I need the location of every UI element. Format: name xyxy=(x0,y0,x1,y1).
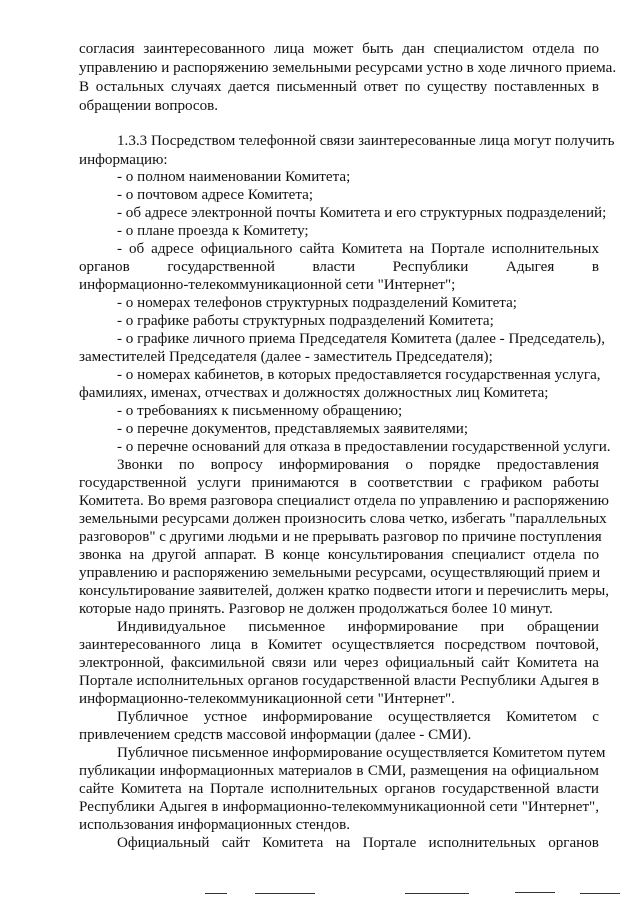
list-item: - о полном наименовании Комитета; xyxy=(117,169,351,185)
word: Республики xyxy=(392,259,469,275)
text-line: информационно-телекоммуникационной сети "Интернет"; xyxy=(79,277,456,293)
word: о xyxy=(405,457,413,473)
text-line: сайте Комитета на Портале исполнительных органов государственной власти xyxy=(79,781,599,797)
text-line: информацию: xyxy=(79,152,168,168)
word: Комитета xyxy=(262,835,324,851)
list-item: - о плане проезда к Комитету; xyxy=(117,223,309,239)
list-item: - об адресе официального сайта Комитета на Портале исполнительных xyxy=(117,241,599,257)
text-line: использования информационных стендов. xyxy=(79,817,351,833)
list-item: - о требованиях к письменному обращению; xyxy=(117,403,403,419)
spread-line xyxy=(117,834,599,852)
text-line: которые надо принять. Разговор не должен продолжаться более 10 минут. xyxy=(79,601,553,617)
word: сайт xyxy=(221,835,251,851)
text-line: консультирование заявителей, должен кратко подвести итоги и перечислить меры, xyxy=(79,583,610,599)
word: Официальный xyxy=(117,835,210,851)
text-line: заместителей Председателя (далее - заместитель Председателя); xyxy=(79,349,493,365)
word: информирования xyxy=(278,457,390,473)
text-line: Публичное письменное информирование осуществляется Комитетом путем xyxy=(117,745,606,761)
text-line: государственной услуги принимаются в соответствии с графиком работы xyxy=(79,475,599,491)
word: Комитетом xyxy=(506,709,577,725)
word: органов xyxy=(79,259,130,275)
text-line: звонка на другой аппарат. В конце консультирования специалист отдела по xyxy=(79,547,599,563)
spread-line xyxy=(117,456,599,474)
spread-line xyxy=(117,618,599,636)
spread-line xyxy=(79,258,599,276)
word: Звонки xyxy=(117,457,163,473)
scan-artifact xyxy=(405,893,469,894)
text-line: заинтересованного лица в Комитет осуществляется посредством почтовой, xyxy=(79,637,599,653)
list-item: - о почтовом адресе Комитета; xyxy=(117,187,314,203)
scan-artifact xyxy=(580,893,620,894)
list-item: - о графике работы структурных подразделений Комитета; xyxy=(117,313,494,329)
list-item: - об адресе электронной почты Комитета и его структурных подразделений; xyxy=(117,205,607,221)
word: Индивидуальное xyxy=(117,619,226,635)
text-line: земельными ресурсами должен произносить слова четко, избегать "параллельных xyxy=(79,511,607,527)
text-line: Комитета. Во время разговора специалист отдела по управлению и распоряжению xyxy=(79,493,609,509)
list-item: - о перечне оснований для отказа в предоставлении государственной услуги. xyxy=(117,439,611,455)
text-line: Портале исполнительных органов государственной власти Республики Адыгея в xyxy=(79,673,599,689)
text-line: согласия заинтересованного лица может быть дан специалистом отдела по xyxy=(79,41,599,57)
word: осуществляется xyxy=(388,709,491,725)
word: Адыгея xyxy=(505,259,555,275)
text-line: разговоров" с другими людьми и не прерывать разговор по причине поступления xyxy=(79,529,602,545)
section-heading-line: 1.3.3 Посредством телефонной связи заинтересованные лица могут получить xyxy=(117,133,615,149)
scan-artifact xyxy=(515,892,555,893)
word: на xyxy=(335,835,351,851)
spread-line xyxy=(117,708,599,726)
word: порядке xyxy=(429,457,481,473)
word: вопросу xyxy=(210,457,263,473)
word: информирование xyxy=(347,619,458,635)
word: с xyxy=(592,709,599,725)
scan-artifact xyxy=(205,893,227,894)
word: Публичное xyxy=(117,709,189,725)
text-line: публикации информационных материалов в СМИ, размещения на официальном xyxy=(79,763,599,779)
word: информирование xyxy=(262,709,373,725)
text-line: Республики Адыгея в информационно-телекоммуникационной сети "Интернет", xyxy=(79,799,599,815)
text-line: фамилиях, именах, отчествах и должностях должностных лиц Комитета; xyxy=(79,385,549,401)
list-item: - о перечне документов, представляемых заявителями; xyxy=(117,421,469,437)
word: письменное xyxy=(248,619,326,635)
text-line: управлению и распоряжению земельными ресурсами, осуществляющий прием и xyxy=(79,565,601,581)
list-item: - о графике личного приема Председателя Комитета (далее - Председатель), xyxy=(117,331,605,347)
word: устное xyxy=(203,709,248,725)
list-item: - о номерах телефонов структурных подразделений Комитета; xyxy=(117,295,517,311)
text-line: обращении вопросов. xyxy=(79,98,219,114)
text-line: В остальных случаях дается письменный ответ по существу поставленных в xyxy=(79,79,599,95)
text-line: электронной, факсимильной связи или через официальный сайт Комитета на xyxy=(79,655,599,671)
word: при xyxy=(480,619,505,635)
text-line: привлечением средств массовой информации (далее - СМИ). xyxy=(79,727,472,743)
word: по xyxy=(178,457,195,473)
scan-artifact xyxy=(255,893,315,894)
text-line: управлению и распоряжению земельными ресурсами устно в ходе личного приема. xyxy=(79,60,617,76)
word: Портале xyxy=(362,835,417,851)
word: предоставления xyxy=(496,457,599,473)
word: обращении xyxy=(526,619,599,635)
text-line: информационно-телекоммуникационной сети "Интернет". xyxy=(79,691,455,707)
word: в xyxy=(591,259,599,275)
word: исполнительных xyxy=(428,835,536,851)
word: органов xyxy=(548,835,599,851)
word: власти xyxy=(312,259,356,275)
list-item: - о номерах кабинетов, в которых предоставляется государственная услуга, xyxy=(117,367,601,383)
word: государственной xyxy=(167,259,275,275)
